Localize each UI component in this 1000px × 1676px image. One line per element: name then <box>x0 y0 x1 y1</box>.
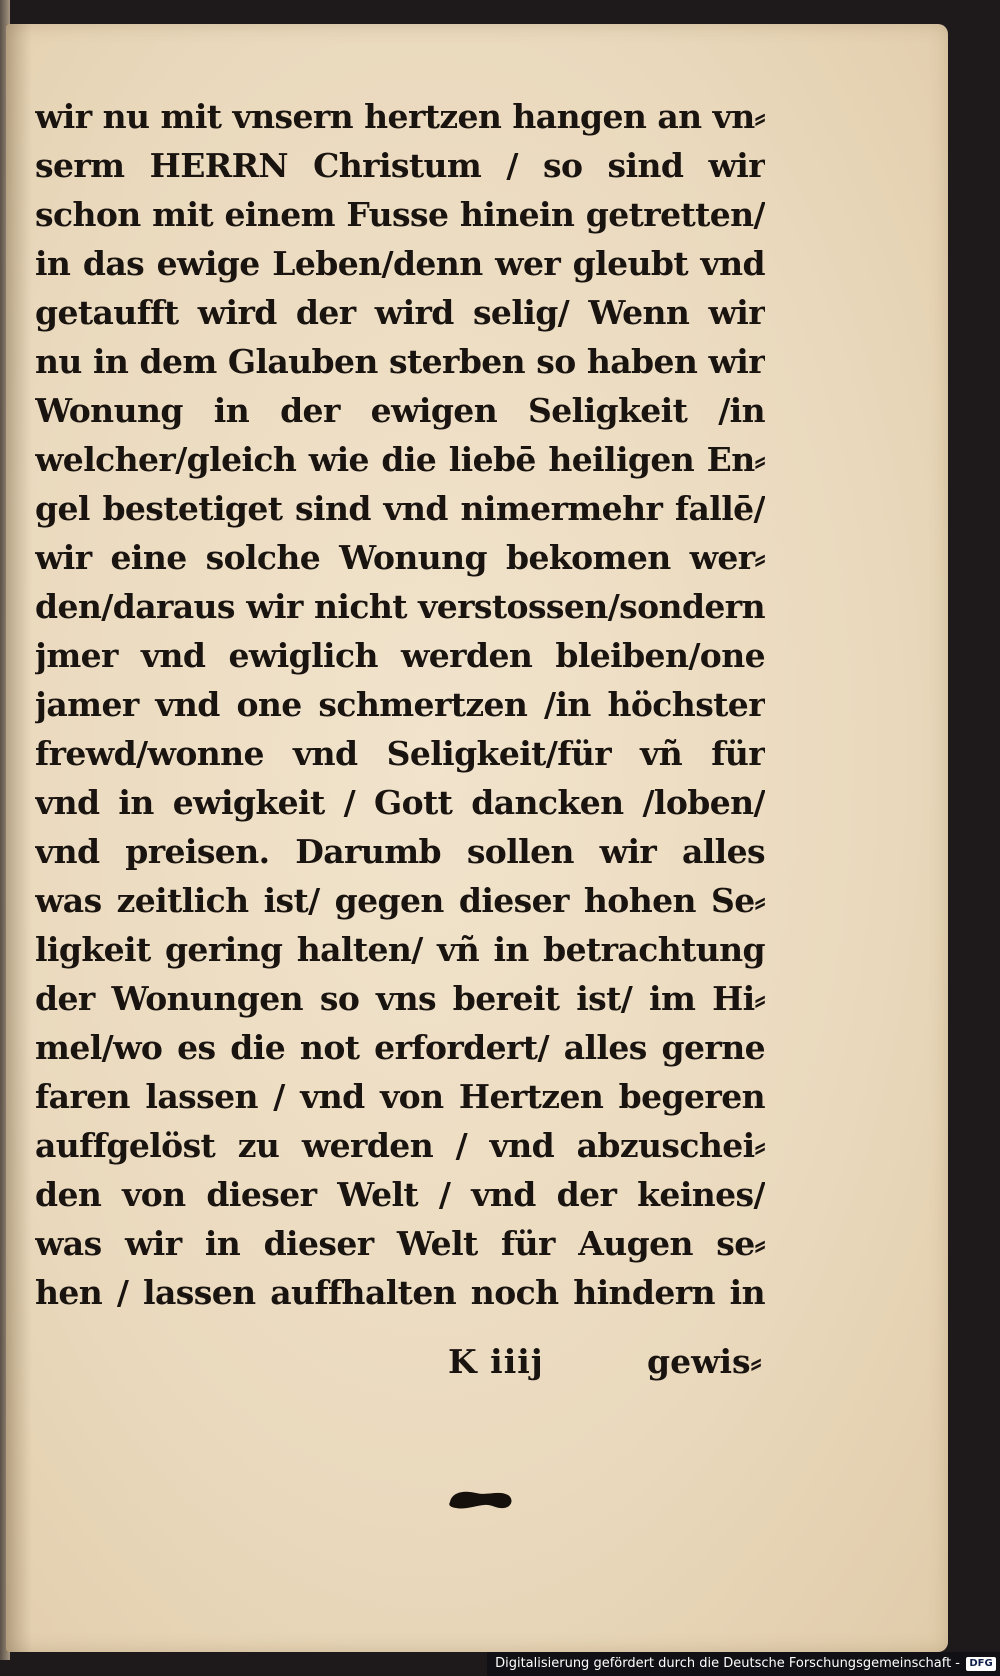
text-line: getaufft wird der wird selig/ Wenn wir <box>35 293 765 332</box>
text-line: frewd/wonne vnd Seligkeit/für vñ für <box>35 734 765 773</box>
banner-text: Digitalisierung gefördert durch die Deutsche Forschungsgemeinschaft - <box>495 1656 960 1671</box>
page-text-block <box>35 92 765 1317</box>
text-line: serm HERRN Christum / so sind wir <box>35 146 765 185</box>
text-line: welcher/gleich wie die liebē heiligen En⸗ <box>35 440 765 479</box>
signature-mark: K iiij <box>448 1342 544 1381</box>
text-line: wir eine solche Wonung bekomen wer⸗ <box>35 538 765 577</box>
text-line: der Wonungen so vns bereit ist/ im Hi⸗ <box>35 979 765 1018</box>
text-line: den/daraus wir nicht verstossen/sondern <box>35 587 765 626</box>
text-line: nu in dem Glauben sterben so haben wir <box>35 342 765 381</box>
text-line: vnd preisen. Darumb sollen wir alles <box>35 832 765 871</box>
text-line: ligkeit gering halten/ vñ in betrachtung <box>35 930 765 969</box>
text-line: Wonung in der ewigen Seligkeit /in <box>35 391 765 430</box>
text-line: schon mit einem Fusse hinein getretten/ <box>35 195 765 234</box>
text-line: was wir in dieser Welt für Augen se⸗ <box>35 1224 765 1263</box>
text-line: den von dieser Welt / vnd der keines/ <box>35 1175 765 1214</box>
text-line: jmer vnd ewiglich werden bleiben/one <box>35 636 765 675</box>
text-line: wir nu mit vnsern hertzen hangen an vn⸗ <box>35 97 765 136</box>
text-line: mel/wo es die not erfordert/ alles gerne <box>35 1028 765 1067</box>
text-line: was zeitlich ist/ gegen dieser hohen Se⸗ <box>35 881 765 920</box>
text-line: auffgelöst zu werden / vnd abzuschei⸗ <box>35 1126 765 1165</box>
ink-ornament <box>446 1480 516 1516</box>
text-line: hen / lassen auffhalten noch hindern in <box>35 1273 765 1312</box>
text-line: faren lassen / vnd von Hertzen begeren <box>35 1077 765 1116</box>
text-line: vnd in ewigkeit / Gott dancken /loben/ <box>35 783 765 822</box>
text-line: in das ewige Leben/denn wer gleubt vnd <box>35 244 765 283</box>
page-spine-shadow <box>6 24 32 1652</box>
page-footer <box>35 1337 765 1386</box>
text-line: gel bestetiget sind vnd nimermehr fallē/ <box>35 489 765 528</box>
catchword: gewis⸗ <box>647 1342 762 1381</box>
digitization-banner <box>487 1652 1000 1676</box>
text-line: jamer vnd one schmertzen /in höchster <box>35 685 765 724</box>
dfg-logo-icon: DFG <box>966 1657 996 1671</box>
